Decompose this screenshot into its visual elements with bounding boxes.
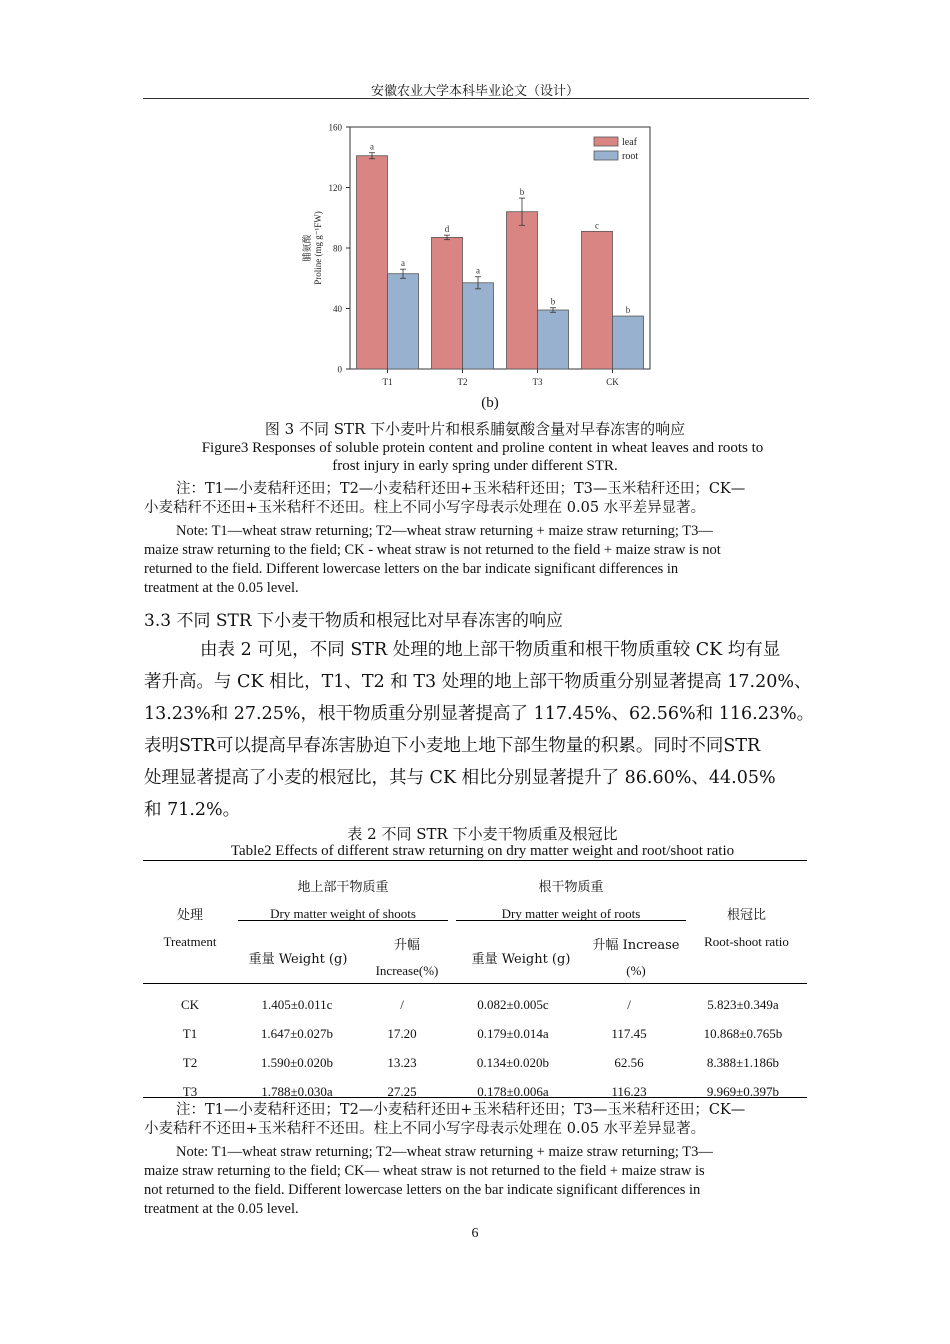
header-ratio-zh: 根冠比 [726,908,766,923]
figure-caption-en-line2: frost injury in early spring under different STR. [332,458,618,474]
header-shoot-increase-en: Increase(%) [375,963,439,978]
header-treatment-zh: 处理 [176,908,203,923]
y-tick-label: 80 [333,243,342,254]
table-cell: / [400,996,404,1012]
table-note-en-line1: Note: T1—wheat straw returning; T2—wheat straw returning + maize straw returning; T3— [176,1144,713,1160]
bar-root [538,310,569,369]
header-root-increase: 升幅 Increase [592,938,680,953]
figure-note-en-line3: returned to the field. Different lowercase letters on the bar indicate significant differences in [144,561,679,577]
table-cell: 10.868±0.765b [703,1025,783,1041]
table-cell: 17.20 [387,1025,417,1041]
legend-swatch-leaf [594,137,618,146]
table-note-zh-line2: 小麦秸秆不还田+玉米秸秆不还田。柱上不同小写字母表示处理在 0.05 水平差异显著。 [144,1121,706,1137]
bar-leaf [432,237,463,369]
table-top-rule [143,860,807,861]
bar-leaf [582,231,613,369]
table-cell: 117.45 [611,1025,647,1041]
y-axis-label-en: Proline (mg g⁻¹FW) [313,211,323,285]
significance-letter: b [550,296,556,307]
paragraph-line5: 处理显著提高了小麦的根冠比，其与 CK 相比分别显著提升了 86.60%、44.05% [144,768,776,788]
header-ratio-en: Root-shoot ratio [704,934,789,949]
header-root-weight: 重量 Weight (g) [471,952,571,967]
header-treatment-en: Treatment [163,934,217,949]
table-note-en-line2: maize straw returning to the field; CK— wheat straw is not returned to the field + maize straw is [144,1163,705,1179]
figure-note-en [144,522,808,598]
table-row [143,990,807,1019]
figure-note-en-line1: Note: T1—wheat straw returning; T2—wheat straw returning + maize straw returning; T3— [176,523,713,539]
header-root-zh: 根干物质重 [538,880,604,895]
header-root-en: Dry matter weight of roots [501,906,641,921]
bar-root [388,274,419,369]
paragraph-line1: 由表 2 可见，不同 STR 处理的地上部干物质重和根干物质重较 CK 均有显 [200,640,781,660]
y-tick-label: 40 [333,304,342,314]
table-note-zh-line1: 注：T1—小麦秸秆还田；T2—小麦秸秆还田+玉米秸秆还田；T3—玉米秸秆还田；CK— [176,1102,746,1118]
table-cell: 1.647±0.027b [260,1025,334,1041]
table-cell: 1.590±0.020b [260,1054,334,1070]
header-shoot-increase-zh: 升幅 [393,938,420,953]
table-cell: 9.969±0.397b [706,1083,780,1099]
data-table [143,990,807,1106]
x-tick-label: CK [606,377,619,387]
figure-note-zh-line1: 注：T1—小麦秸秆还田；T2—小麦秸秆还田+玉米秸秆还田；T3—玉米秸秆还田；CK— [176,481,746,497]
page-header: 安徽农业大学本科毕业论文（设计） [370,84,579,99]
header-shoot-zh: 地上部干物质重 [297,880,389,895]
table-title-en: Table2 Effects of different straw returning on dry matter weight and root/shoot ratio [230,843,735,859]
y-axis-label-zh: 脯氨酸 [302,234,312,262]
significance-letter: d [444,224,450,235]
table-cell: 8.388±1.186b [706,1054,780,1070]
table-cell: 1.405±0.011c [261,996,333,1012]
legend-label-root: root [622,151,639,162]
figure-caption-zh: 图 3 不同 STR 下小麦叶片和根系脯氨酸含量对早春冻害的响应 [264,420,686,438]
header-shoot-weight: 重量 Weight (g) [248,952,348,967]
significance-letter: b [625,305,631,316]
proline-bar-chart [290,117,670,387]
table-cell: 0.178±0.006a [477,1083,549,1099]
figure-note-en-line4: treatment at the 0.05 level. [144,580,299,596]
header-rule [143,98,809,99]
figure-note-en-line2: maize straw returning to the field; CK - wheat straw is not returned to the field + maize straw is not [144,542,721,558]
table-header-rule [143,983,807,984]
significance-letter: a [370,141,374,152]
x-tick-label: T2 [457,377,468,387]
table-title-zh: 表 2 不同 STR 下小麦干物质重及根冠比 [347,825,618,843]
paragraph-line2: 著升高。与 CK 相比，T1、T2 和 T3 处理的地上部干物质重分别显著提高 17.20%、 [144,672,812,692]
table-note-en-line3: not returned to the field. Different lowercase letters on the bar indicate significant differences in [144,1182,701,1198]
bar-root [463,283,494,369]
table-cell: / [627,996,631,1012]
bar-leaf [357,156,388,369]
table-cell: CK [180,996,200,1012]
paragraph-line4: 表明STR可以提高早春冻害胁迫下小麦地上地下部生物量的积累。同时不同STR [144,736,761,756]
section-heading: 3.3 不同 STR 下小麦干物质和根冠比对早春冻害的响应 [144,611,564,631]
figure-note-zh-line2: 小麦秸秆不还田+玉米秸秆不还田。柱上不同小写字母表示处理在 0.05 水平差异显著。 [144,500,706,516]
x-tick-label: T1 [382,377,393,387]
y-tick-label: 120 [328,183,342,193]
y-tick-label: 0 [337,364,342,375]
table-cell: T1 [182,1025,198,1041]
y-tick-label: 160 [328,122,342,133]
significance-letter: b [519,187,525,198]
table-row [143,1019,807,1048]
table-cell: 0.179±0.014a [477,1025,549,1041]
legend-label-leaf: leaf [622,137,637,148]
bar-root [613,316,644,369]
paragraph-line3: 13.23%和 27.25%，根干物质重分别显著提高了 117.45%、62.56%和 116.23%。 [144,704,815,724]
legend-swatch-root [594,151,618,160]
x-tick-label: T3 [532,377,543,387]
table-note-en-line4: treatment at the 0.05 level. [144,1201,299,1217]
table-cell: T3 [182,1083,198,1099]
panel-label: (b) [481,395,499,411]
bar-leaf [507,212,538,369]
table-cell: 1.788±0.030a [261,1083,333,1099]
paragraph-line6: 和 71.2%。 [144,800,241,820]
table-cell: 13.23 [387,1054,417,1070]
significance-letter: c [595,220,599,231]
table-cell: 5.823±0.349a [707,996,779,1012]
table-cell: 27.25 [387,1083,417,1099]
significance-letter: a [476,265,480,276]
figure-caption-en-line1: Figure3 Responses of soluble protein content and proline content in wheat leaves and roots to [201,440,764,456]
header-shoot-en: Dry matter weight of shoots [270,906,416,921]
table-row [143,1048,807,1077]
table-cell: 0.082±0.005c [477,996,549,1012]
figure-note-zh [144,480,810,518]
table-cell: T2 [182,1054,198,1070]
table-cell: 0.134±0.020b [476,1054,550,1070]
table-cell: 62.56 [614,1054,644,1070]
table-note-zh [144,1101,810,1139]
significance-letter: a [401,258,405,269]
page-number: 6 [471,1226,479,1241]
table-cell: 116.23 [611,1083,647,1099]
section-paragraph [144,634,844,826]
header-root-increase-unit: (%) [626,963,646,978]
table-note-en [144,1143,808,1219]
